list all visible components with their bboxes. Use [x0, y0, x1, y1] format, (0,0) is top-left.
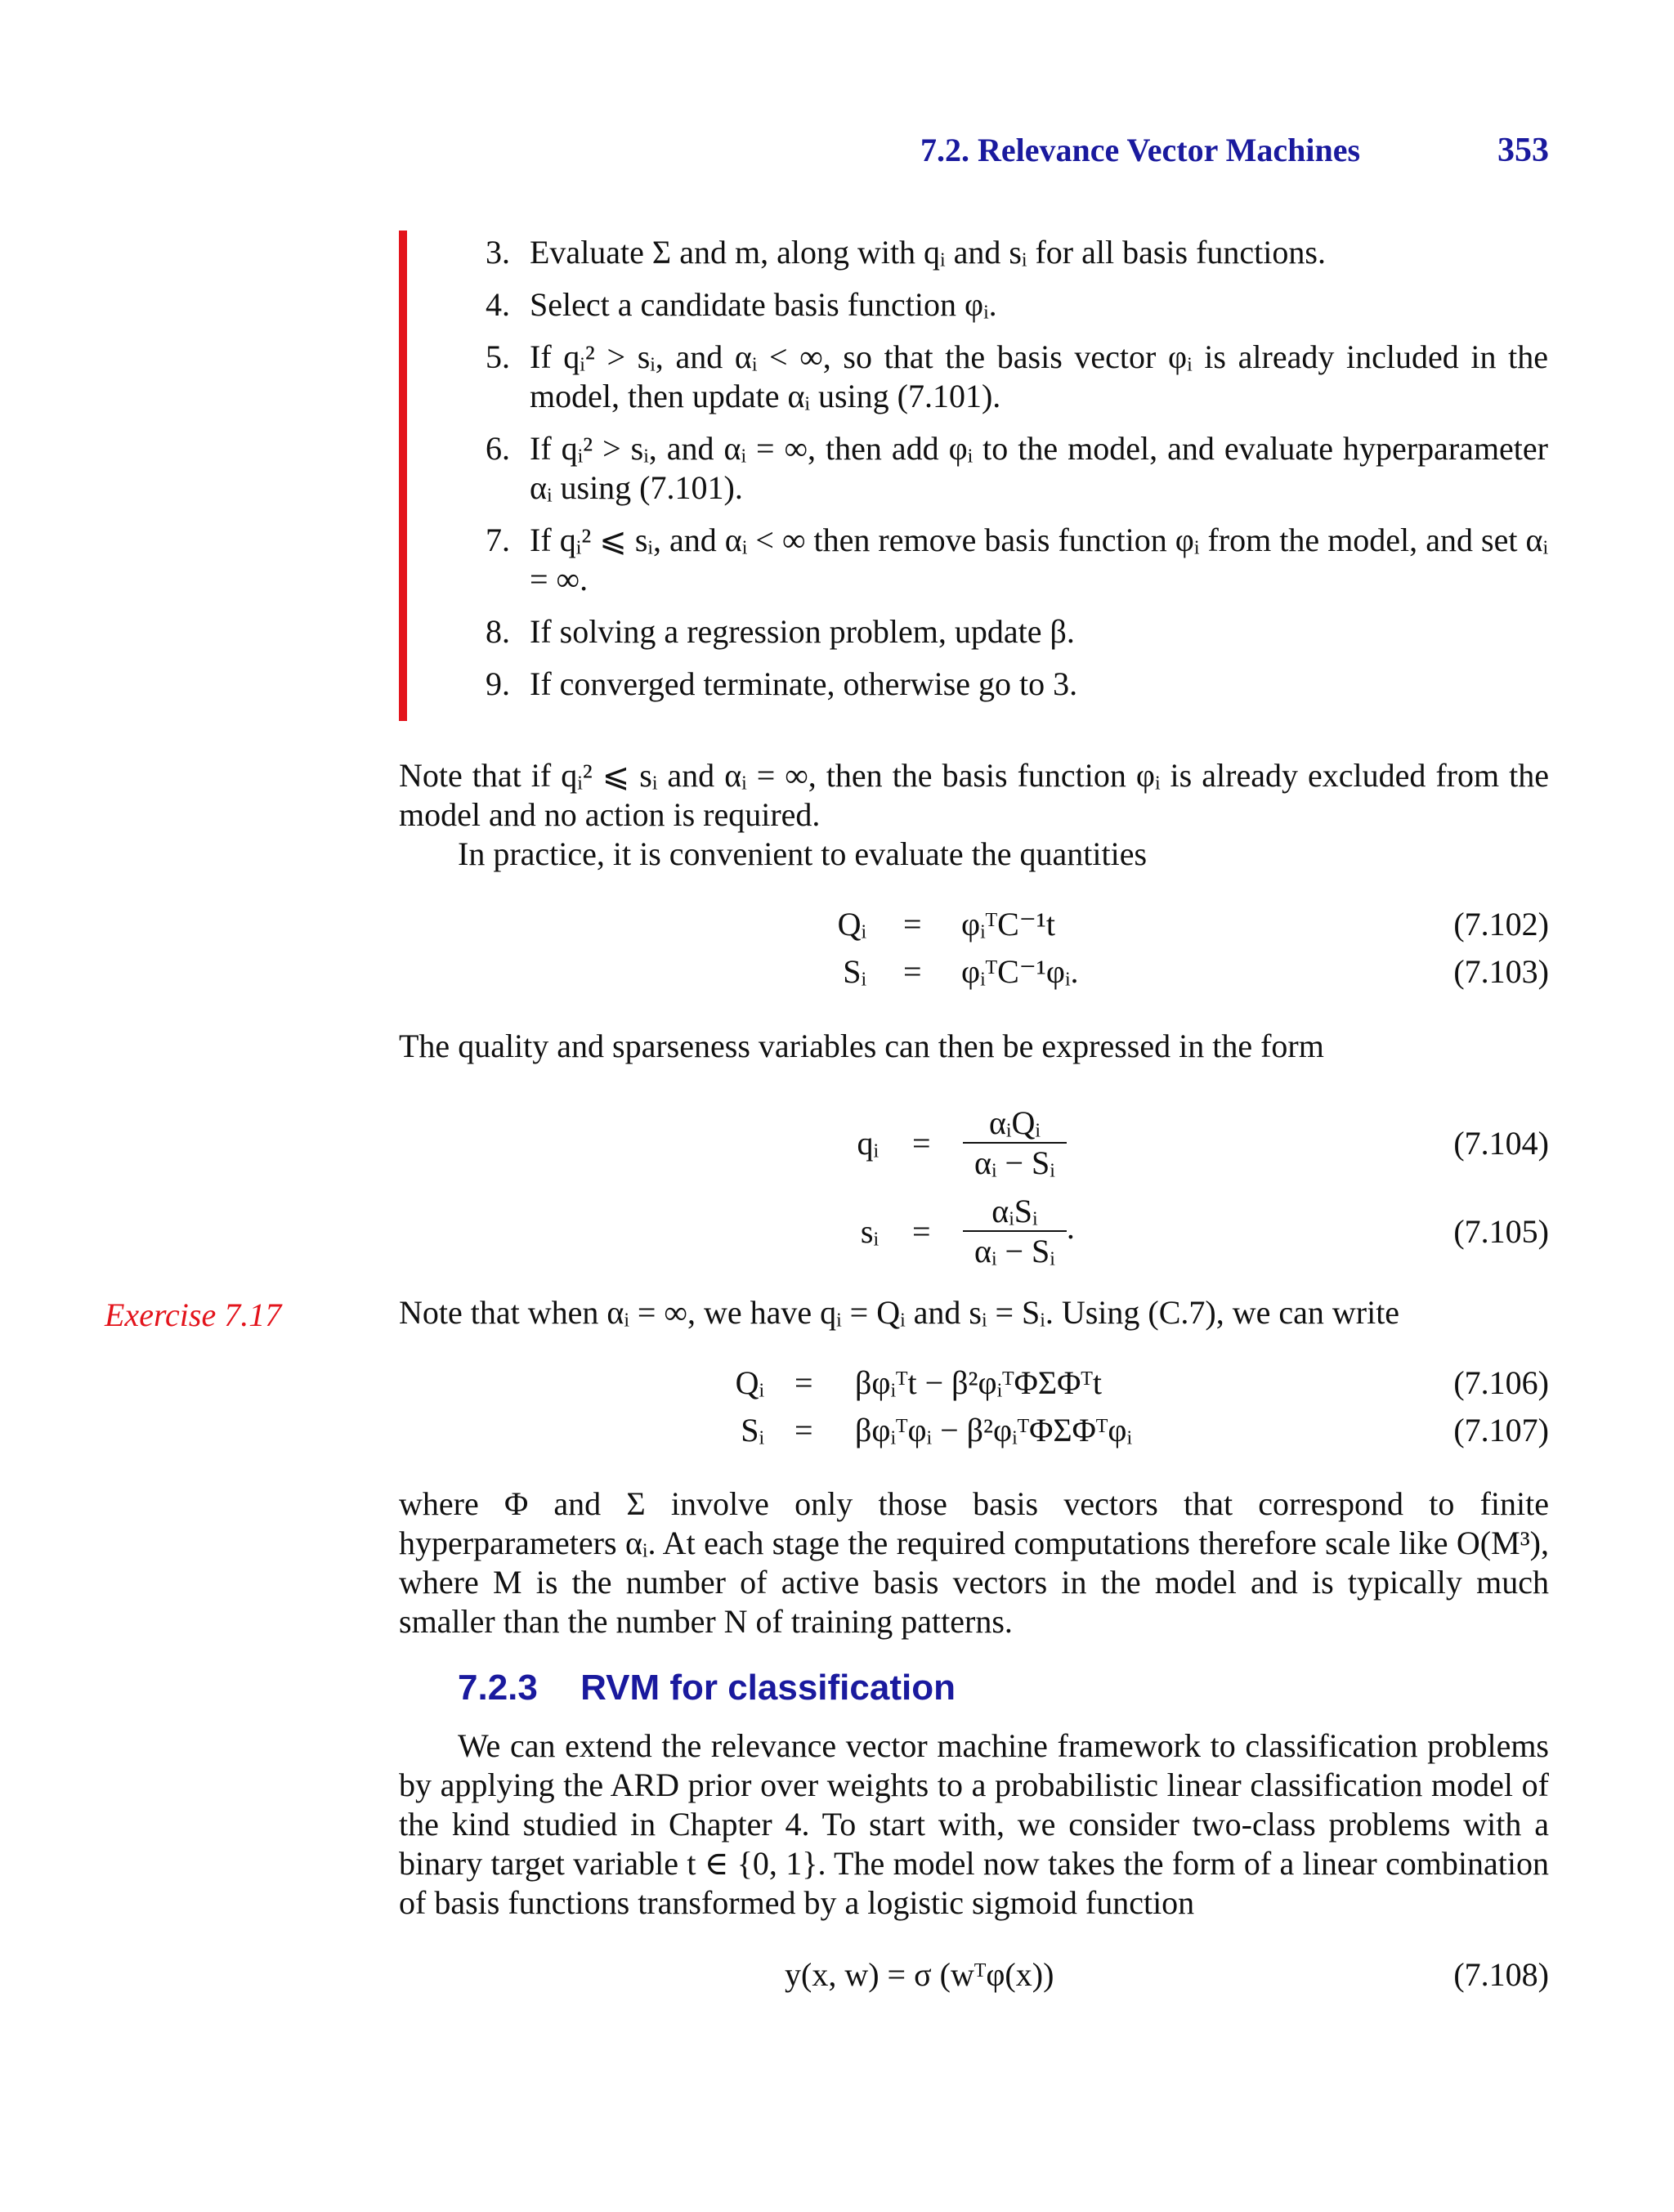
denominator: αᵢ − Sᵢ	[974, 1233, 1055, 1269]
equation-number: (7.108)	[1453, 1956, 1549, 1993]
list-item	[486, 665, 1548, 704]
equation-lhs: sᵢ	[860, 1213, 879, 1250]
step-text: If qᵢ² > sᵢ, and αᵢ < ∞, so that the basis vector φᵢ is already included in the model, then update αᵢ using (7.101).	[530, 338, 1548, 414]
equation-expression: y(x, w) = σ (wᵀφ(x))	[785, 1956, 1054, 1993]
paragraph-classification-intro: We can extend the relevance vector machine framework to classification problems by applying the ARD prior over weights to a probabilistic linear classification model of the kind studied in Chapter 4. To start with, we consider two-class problems with a binary target variable t ∈ {0, 1}. The model now takes the form of a linear combination of basis functions transformed by a logistic sigmoid function	[399, 1727, 1549, 1921]
equation-lhs: Sᵢ	[843, 953, 866, 990]
equation-lhs: qᵢ	[857, 1125, 879, 1162]
step-number: 8.	[486, 613, 510, 650]
equals-sign: =	[903, 953, 922, 990]
step-text: If qᵢ² > sᵢ, and αᵢ = ∞, then add φᵢ to the model, and evaluate hyperparameter αᵢ using (7.101).	[530, 430, 1548, 506]
equation-number: (7.102)	[1453, 906, 1549, 943]
equation-7-105	[0, 1192, 1674, 1282]
equals-sign: =	[903, 906, 922, 943]
list-item	[486, 521, 1548, 599]
step-text: Select a candidate basis function φᵢ.	[530, 286, 997, 323]
equation-7-102	[0, 905, 1674, 951]
step-number: 6.	[486, 430, 510, 467]
step-number: 4.	[486, 286, 510, 323]
equation-7-104	[0, 1104, 1674, 1193]
equation-number: (7.105)	[1453, 1213, 1549, 1250]
list-item	[486, 612, 1548, 652]
paragraph-excluded-note: Note that if qᵢ² ⩽ sᵢ and αᵢ = ∞, then the basis function φᵢ is already excluded from the model and no action is required.	[399, 757, 1549, 833]
numerator: αᵢSᵢ	[963, 1192, 1067, 1232]
equals-sign: =	[912, 1213, 931, 1250]
chapter-section-title: 7.2. Relevance Vector Machines	[920, 132, 1361, 168]
paragraph-quality-sparseness: The quality and sparseness variables can then be expressed in the form	[399, 1028, 1324, 1064]
step-number: 5.	[486, 338, 510, 375]
list-item	[486, 233, 1548, 272]
margin-change-bar	[399, 231, 407, 721]
equals-sign: =	[794, 1364, 813, 1401]
running-header	[0, 131, 1674, 177]
equation-7-106	[0, 1363, 1674, 1409]
step-text: If qᵢ² ⩽ sᵢ, and αᵢ < ∞ then remove basis function φᵢ from the model, and set αᵢ = ∞.	[530, 522, 1548, 598]
equation-7-108	[0, 1955, 1674, 2001]
paragraph-limit-case: Note that when αᵢ = ∞, we have qᵢ = Qᵢ and sᵢ = Sᵢ. Using (C.7), we can write	[399, 1294, 1400, 1331]
equation-7-107	[0, 1411, 1674, 1457]
section-heading	[458, 1668, 956, 1708]
equals-sign: =	[794, 1412, 813, 1449]
step-text: If converged terminate, otherwise go to 3.	[530, 665, 1078, 702]
equation-7-103	[0, 952, 1674, 998]
fraction: $\frac{\text{αᵢSᵢ}}{\text{αᵢ − Sᵢ}}$ .	[963, 1192, 1075, 1270]
equation-rhs: βφᵢᵀt − β²φᵢᵀΦΣΦᵀt	[855, 1364, 1102, 1401]
equation-number: (7.103)	[1453, 953, 1549, 990]
list-item	[486, 285, 1548, 325]
step-number: 3.	[486, 234, 510, 271]
paragraph-practice: In practice, it is convenient to evaluate the quantities	[458, 835, 1148, 872]
list-item	[486, 338, 1548, 416]
equation-lhs: Qᵢ	[735, 1364, 764, 1401]
exercise-margin-note: Exercise 7.17	[105, 1296, 282, 1333]
step-text: If solving a regression problem, update β.	[530, 613, 1075, 650]
equation-number: (7.106)	[1453, 1364, 1549, 1401]
equation-number: (7.107)	[1453, 1412, 1549, 1449]
numerator: αᵢQᵢ	[963, 1104, 1067, 1144]
page-number: 353	[1497, 132, 1549, 169]
section-number: 7.2.3	[458, 1668, 538, 1708]
equation-lhs: Qᵢ	[837, 906, 866, 943]
equals-sign: =	[912, 1125, 931, 1162]
paragraph-complexity: where Φ and Σ involve only those basis vectors that correspond to finite hyperparameters αᵢ. At each stage the required computations therefore scale like O(M³), where M is the number of active basis vectors in the model and is typically much smaller than the number N of training patterns.	[399, 1485, 1549, 1640]
equation-rhs: φᵢᵀC⁻¹φᵢ.	[961, 953, 1079, 990]
step-number: 7.	[486, 522, 510, 558]
fraction	[963, 1104, 1067, 1182]
step-text: Evaluate Σ and m, along with qᵢ and sᵢ for all basis functions.	[530, 234, 1326, 271]
section-title: RVM for classification	[580, 1668, 956, 1708]
list-item	[486, 429, 1548, 508]
equation-number: (7.104)	[1453, 1125, 1549, 1162]
algorithm-steps	[486, 233, 1548, 717]
step-number: 9.	[486, 665, 510, 702]
denominator: αᵢ − Sᵢ	[974, 1144, 1055, 1181]
equation-rhs: φᵢᵀC⁻¹t	[961, 906, 1056, 943]
equation-lhs: Sᵢ	[741, 1412, 764, 1449]
equation-rhs: βφᵢᵀφᵢ − β²φᵢᵀΦΣΦᵀφᵢ	[855, 1412, 1133, 1449]
